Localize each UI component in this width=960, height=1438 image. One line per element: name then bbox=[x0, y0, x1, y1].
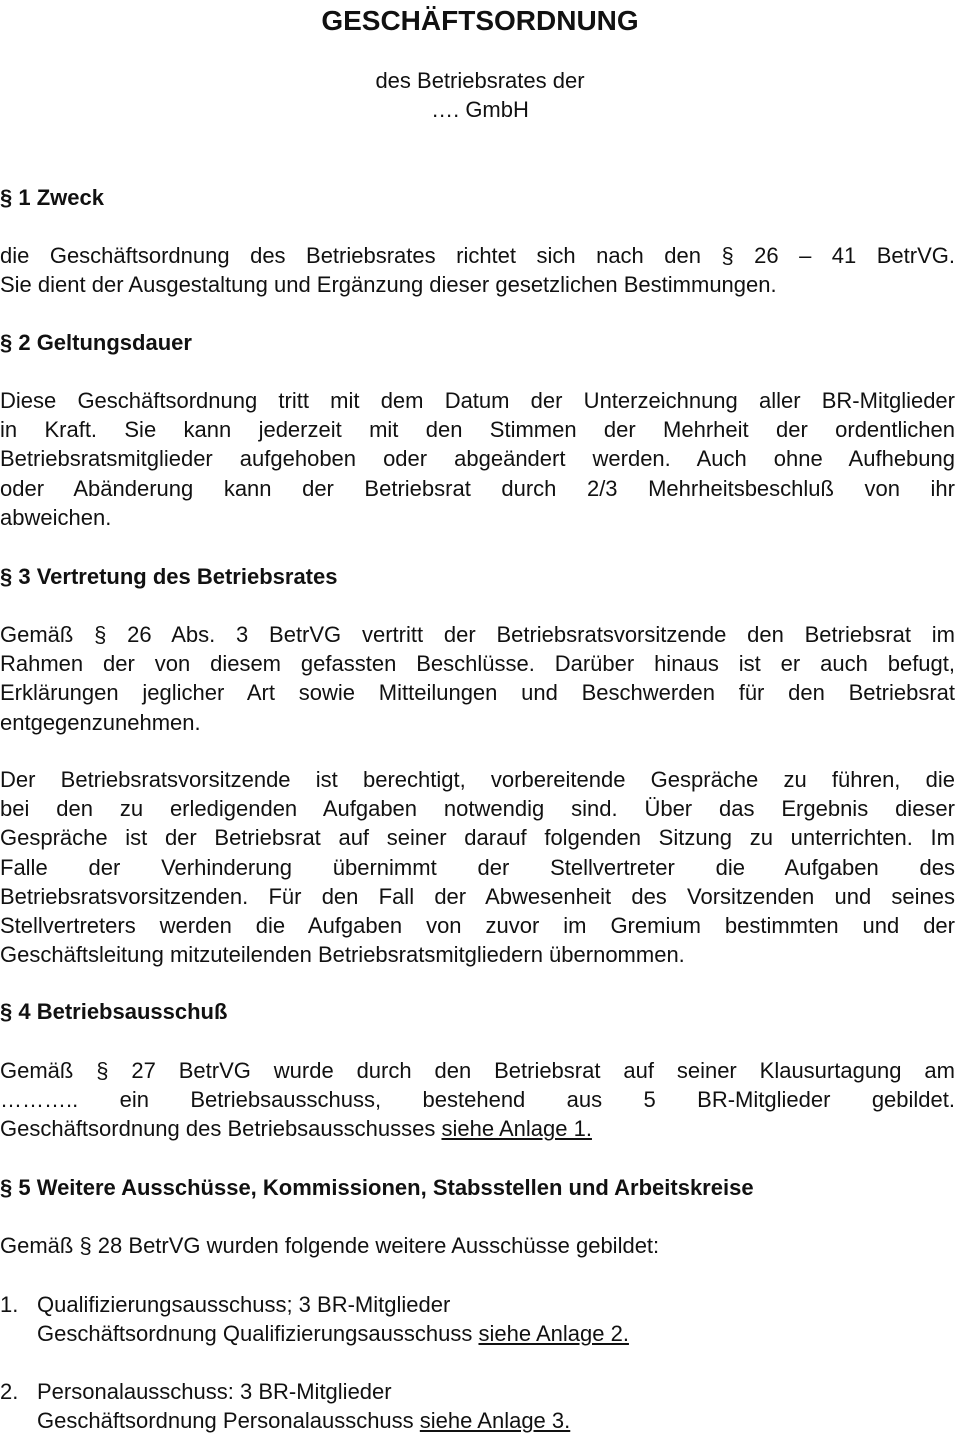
section-4-heading: § 4 Betriebsausschuß bbox=[0, 999, 228, 1024]
list-number: 1. bbox=[0, 1292, 19, 1317]
committee-list-item bbox=[0, 1290, 629, 1348]
annex-1-link[interactable]: siehe Anlage 1. bbox=[441, 1116, 592, 1142]
paragraph-line: Der Betriebsratsvorsitzende ist berechtigt, vorbereitende Gespräche zu führen, die bbox=[0, 767, 955, 792]
section-2-heading: § 2 Geltungsdauer bbox=[0, 330, 192, 355]
list-item-subline bbox=[0, 1406, 570, 1435]
section-1-heading: § 1 Zweck bbox=[0, 185, 104, 210]
paragraph-line: Sie dient der Ausgestaltung und Ergänzung dieser gesetzlichen Bestimmungen. bbox=[0, 272, 777, 298]
list-item-text: Qualifizierungsausschuss; 3 BR-Mitglieder bbox=[37, 1292, 451, 1317]
paragraph-line: oder Abänderung kann der Betriebsrat durch 2/3 Mehrheitsbeschluß von ihr bbox=[0, 475, 955, 501]
paragraph-line: Gespräche ist der Betriebsrat auf seiner darauf folgenden Sitzung zu unterrichten. Im bbox=[0, 825, 955, 851]
paragraph-line: abweichen. bbox=[0, 504, 112, 530]
annex-3-link[interactable]: siehe Anlage 3. bbox=[419, 1408, 571, 1434]
document-subtitle-line-1: des Betriebsrates der bbox=[375, 68, 585, 93]
paragraph-line: Betriebsratsmitglieder aufgehoben oder abgeändert werden. Auch ohne Aufhebung bbox=[0, 446, 955, 472]
section-5-heading: § 5 Weitere Ausschüsse, Kommissionen, Stabsstellen und Arbeitskreise bbox=[0, 1175, 754, 1200]
paragraph-line: in Kraft. Sie kann jederzeit mit den Stimmen der Mehrheit der ordentlichen bbox=[0, 417, 955, 443]
list-item-subtext: Geschäftsordnung Personalausschuss bbox=[37, 1408, 414, 1434]
section-3-paragraph-1 bbox=[0, 620, 955, 737]
document-subtitle-line-2: …. GmbH bbox=[431, 97, 529, 122]
paragraph-line: Gemäß § 27 BetrVG wurde durch den Betriebsrat auf seiner Klausurtagung am bbox=[0, 1058, 955, 1083]
section-3-heading: § 3 Vertretung des Betriebsrates bbox=[0, 564, 338, 589]
paragraph-line: Gemäß § 26 Abs. 3 BetrVG vertritt der Betriebsratsvorsitzende den Betriebsrat im bbox=[0, 622, 955, 647]
list-item-subtext: Geschäftsordnung Qualifizierungsausschuss bbox=[37, 1321, 473, 1347]
document-title: GESCHÄFTSORDNUNG bbox=[321, 5, 639, 36]
committee-list-item bbox=[0, 1377, 570, 1435]
paragraph-line: entgegenzunehmen. bbox=[0, 709, 201, 735]
paragraph-line: ……….. ein Betriebsausschuss, bestehend aus 5 BR-Mitglieder gebildet. bbox=[0, 1087, 955, 1113]
paragraph-line: Diese Geschäftsordnung tritt mit dem Datum der Unterzeichnung aller BR-Mitglieder bbox=[0, 388, 955, 413]
paragraph-line: bei den zu erledigenden Aufgaben notwendig sind. Über das Ergebnis dieser bbox=[0, 796, 955, 822]
annex-2-link[interactable]: siehe Anlage 2. bbox=[478, 1321, 629, 1347]
list-item-text: Personalausschuss: 3 BR-Mitglieder bbox=[37, 1379, 392, 1404]
section-4-paragraph bbox=[0, 1056, 955, 1144]
section-3-paragraph-2 bbox=[0, 765, 955, 969]
paragraph-line: Gemäß § 28 BetrVG wurden folgende weitere Ausschüsse gebildet: bbox=[0, 1233, 660, 1258]
paragraph-line: Geschäftsleitung mitzuteilenden Betriebsratsmitgliedern übernommen. bbox=[0, 942, 685, 968]
paragraph-line: die Geschäftsordnung des Betriebsrates richtet sich nach den § 26 – 41 BetrVG. bbox=[0, 243, 955, 268]
list-item-subline bbox=[0, 1319, 629, 1348]
section-1-paragraph bbox=[0, 241, 955, 299]
paragraph-text: Geschäftsordnung des Betriebsausschusses bbox=[0, 1116, 436, 1142]
section-5-intro bbox=[0, 1231, 955, 1260]
section-2-paragraph bbox=[0, 386, 955, 532]
paragraph-line: Erklärungen jeglicher Art sowie Mitteilungen und Beschwerden für den Betriebsrat bbox=[0, 680, 955, 706]
paragraph-line: Rahmen der von diesem gefassten Beschlüsse. Darüber hinaus ist er auch befugt, bbox=[0, 651, 955, 677]
paragraph-line bbox=[0, 1114, 955, 1143]
paragraph-line: Falle der Verhinderung übernimmt der Stellvertreter die Aufgaben des bbox=[0, 854, 955, 880]
list-number: 2. bbox=[0, 1379, 19, 1404]
paragraph-line: Betriebsratsvorsitzenden. Für den Fall der Abwesenheit des Vorsitzenden und seines bbox=[0, 883, 955, 909]
paragraph-line: Stellvertreters werden die Aufgaben von zuvor im Gremium bestimmten und der bbox=[0, 913, 955, 939]
